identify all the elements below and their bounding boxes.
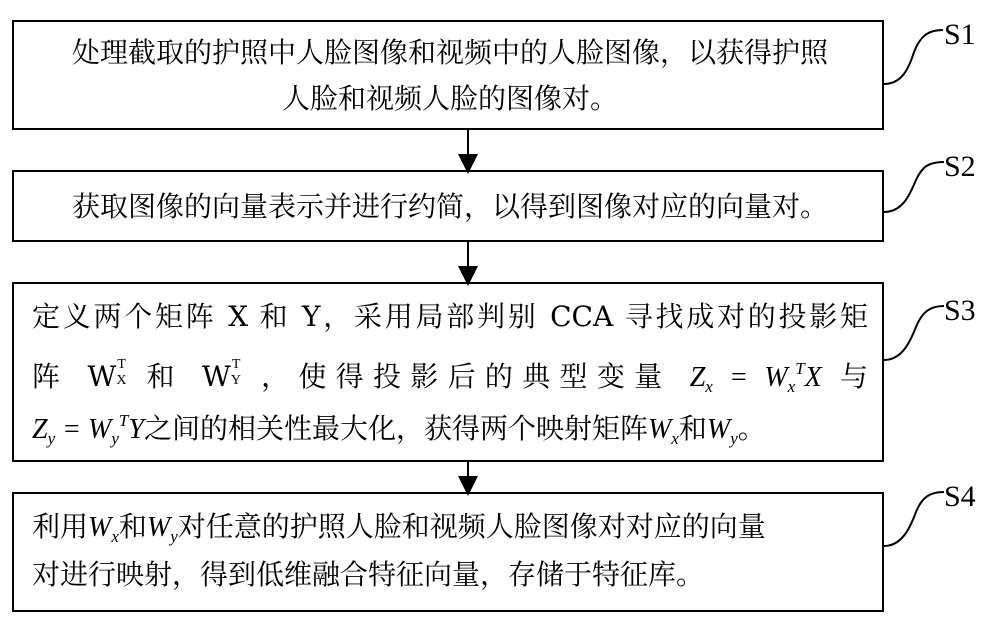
step-s4-line2: 对进行映射，得到低维融合特征向量，存储于特征库。	[32, 558, 705, 591]
step-label-s2: S2	[944, 150, 976, 183]
leader-s3	[884, 306, 944, 360]
step-s3-line2-b: 和 W	[146, 360, 231, 393]
wx-transpose-sub: T X	[116, 357, 127, 388]
s4-wx-symbol: $W_x$	[88, 512, 119, 546]
step-s1-line2: 人脸和视频人脸的图像对。	[281, 82, 618, 115]
step-box-s2	[12, 170, 884, 242]
step-s3-line1: 定义两个矩阵 X 和 Y，采用局部判别 CCA 寻找成对的投影矩	[32, 300, 868, 333]
wy-transpose-sub: T Y	[230, 357, 241, 388]
step-s3-line3-a: 之间的相关性最大化，获得两个映射矩阵	[143, 412, 648, 445]
step-s3-line2	[32, 348, 868, 408]
step-box-s1	[12, 20, 884, 130]
s4-wy-symbol: $W_y$	[146, 512, 178, 546]
step-label-s3: S3	[944, 294, 976, 327]
step-s3-line3-c: 。	[737, 412, 766, 445]
step-s3-line3-b: 和	[678, 412, 707, 445]
step-s4-line1-b: 和	[118, 510, 147, 543]
step-s3-line2-c: ，使得投影后的典型变量	[261, 360, 672, 393]
step-s3-line2-d: 与	[840, 360, 869, 393]
eq-zx: $Z_x = W_x^TX$	[689, 359, 822, 396]
step-box-s4	[12, 492, 884, 612]
leader-s1	[884, 30, 943, 84]
eq-zy: $Z_y = W_y^TY$	[32, 411, 144, 448]
wx-symbol: $W_x$	[647, 414, 679, 448]
step-s4-line1-a: 利用	[32, 510, 89, 543]
step-s4-line1	[32, 506, 868, 558]
step-label-s1: S1	[944, 18, 976, 51]
step-s3-line2-a: 阵 W	[32, 360, 117, 393]
leader-s2	[884, 162, 944, 212]
step-s1-line1: 处理截取的护照中人脸图像和视频中的人脸图像，以获得护照	[71, 36, 828, 69]
step-s4-line1-c: 对任意的护照人脸和视频人脸图像对对应的向量	[177, 510, 766, 543]
step-box-s3	[12, 282, 884, 462]
step-label-s4: S4	[944, 480, 976, 513]
step-s3-line3	[32, 400, 868, 460]
wy-symbol: $W_y$	[706, 414, 738, 448]
step-s2-line1: 获取图像的向量表示并进行约简，以得到图像对应的向量对。	[71, 190, 828, 223]
leader-s4	[884, 492, 944, 546]
